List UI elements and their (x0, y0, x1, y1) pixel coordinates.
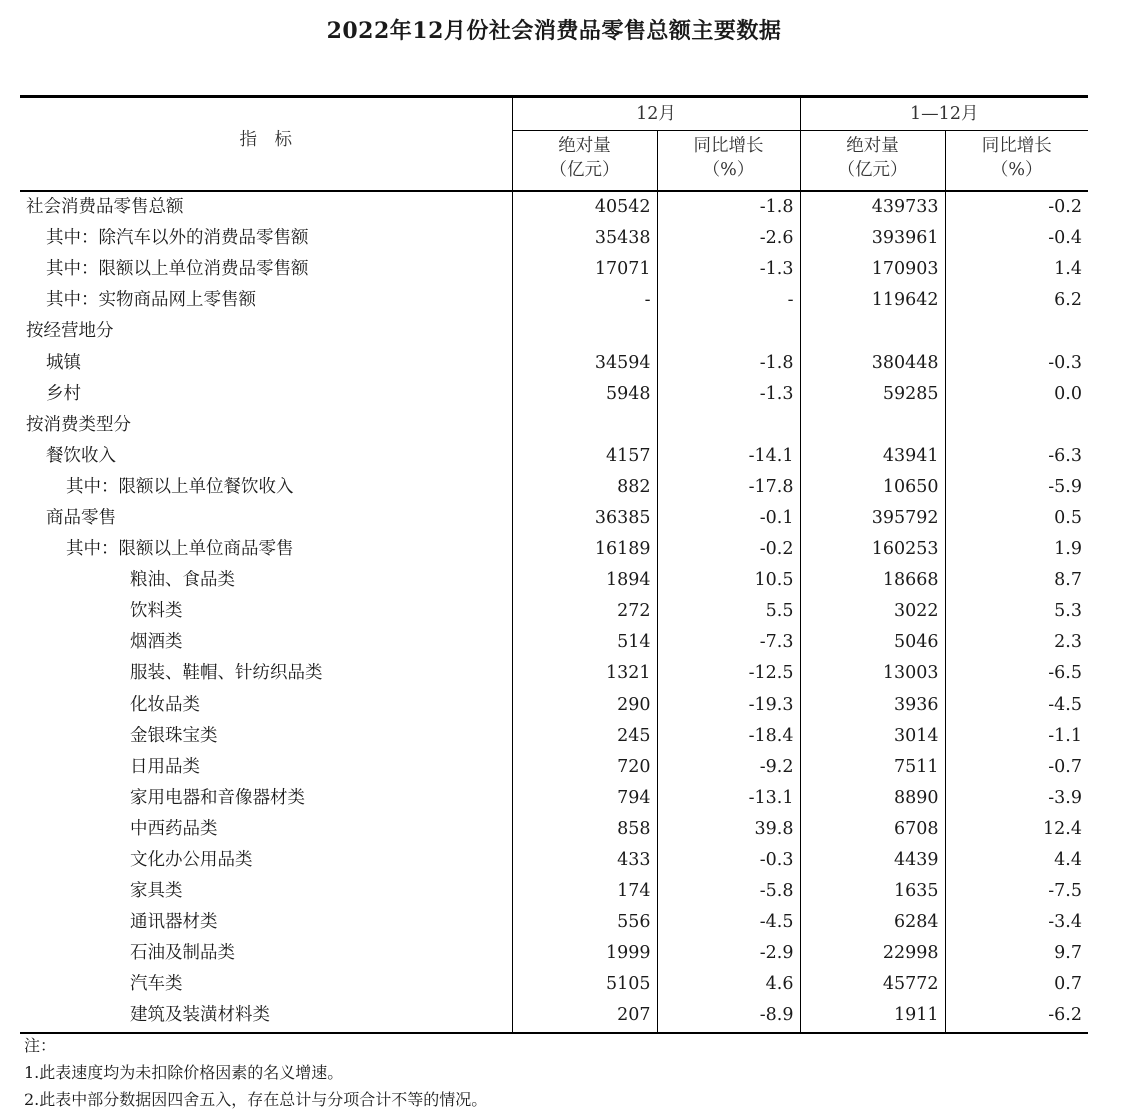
cell-dec-abs: 272 (512, 596, 657, 627)
row-label: 金银珠宝类 (130, 725, 218, 746)
cell-dec-abs: 17071 (512, 254, 657, 285)
cell-dec-abs: 433 (512, 845, 657, 876)
cell-dec-yoy: -5.8 (657, 876, 800, 907)
cell-dec-yoy: -12.5 (657, 658, 800, 689)
cell-ytd-yoy: 5.3 (945, 596, 1088, 627)
row-label: 其中：限额以上单位消费品零售额 (46, 259, 309, 280)
table-row (20, 191, 1088, 223)
cell-dec-abs: 174 (512, 876, 657, 907)
row-label: 其中：限额以上单位商品零售 (66, 539, 294, 560)
period-dec-header: 12月 (512, 97, 800, 131)
cell-dec-yoy: -0.2 (657, 534, 800, 565)
cell-dec-yoy: - (657, 285, 800, 316)
row-label: 文化办公用品类 (130, 850, 253, 871)
cell-dec-abs: 35438 (512, 223, 657, 254)
row-label: 家用电器和音像器材类 (130, 787, 305, 808)
cell-dec-yoy (657, 410, 800, 441)
table-header (20, 97, 1088, 192)
row-label: 服装、鞋帽、针纺织品类 (130, 663, 323, 684)
cell-ytd-abs: 3014 (800, 721, 945, 752)
table-row (20, 596, 1088, 627)
cell-ytd-yoy: 1.4 (945, 254, 1088, 285)
table-row (20, 969, 1088, 1000)
table-row (20, 1000, 1088, 1032)
cell-ytd-abs: 7511 (800, 752, 945, 783)
table-row (20, 565, 1088, 596)
cell-dec-abs: 556 (512, 907, 657, 938)
page-title: 2022年12月份社会消费品零售总额主要数据 (326, 18, 782, 44)
table-row (20, 938, 1088, 969)
note-item: 1.此表速度均为未扣除价格因素的名义增速。 (24, 1063, 344, 1082)
cell-ytd-abs: 1635 (800, 876, 945, 907)
cell-dec-yoy: -2.9 (657, 938, 800, 969)
cell-ytd-yoy (945, 410, 1088, 441)
dec-abs-header (512, 131, 657, 192)
cell-ytd-yoy (945, 316, 1088, 347)
cell-dec-yoy: -8.9 (657, 1000, 800, 1032)
cell-ytd-yoy: -1.1 (945, 721, 1088, 752)
cell-ytd-abs: 160253 (800, 534, 945, 565)
notes (24, 1032, 1084, 1113)
cell-dec-yoy: 4.6 (657, 969, 800, 1000)
cell-dec-yoy: -18.4 (657, 721, 800, 752)
row-label: 餐饮收入 (46, 445, 116, 466)
cell-dec-abs: 514 (512, 627, 657, 658)
cell-ytd-abs: 43941 (800, 441, 945, 472)
row-label: 其中：除汽车以外的消费品零售额 (46, 228, 309, 249)
cell-dec-abs: 34594 (512, 347, 657, 378)
table-row (20, 285, 1088, 316)
cell-dec-abs: 720 (512, 752, 657, 783)
cell-ytd-yoy: 9.7 (945, 938, 1088, 969)
cell-ytd-abs (800, 316, 945, 347)
table-row (20, 690, 1088, 721)
cell-dec-abs: 290 (512, 690, 657, 721)
row-label: 建筑及装潢材料类 (20, 1000, 512, 1032)
period-ytd-header: 1—12月 (800, 97, 1088, 131)
abs-unit: （亿元） (837, 160, 908, 180)
cell-dec-abs: - (512, 285, 657, 316)
cell-ytd-abs: 395792 (800, 503, 945, 534)
table-row (20, 379, 1088, 410)
cell-dec-abs: 858 (512, 814, 657, 845)
cell-ytd-abs: 3022 (800, 596, 945, 627)
table-body (20, 191, 1088, 1033)
row-label: 家具类 (130, 881, 183, 902)
cell-ytd-abs (800, 410, 945, 441)
row-label: 其中：实物商品网上零售额 (46, 290, 256, 311)
cell-dec-yoy (657, 316, 800, 347)
cell-dec-abs: 40542 (512, 191, 657, 223)
row-label: 通讯器材类 (130, 912, 218, 933)
table-row (20, 472, 1088, 503)
cell-ytd-abs: 22998 (800, 938, 945, 969)
cell-dec-yoy: -1.8 (657, 347, 800, 378)
cell-dec-yoy: -1.3 (657, 379, 800, 410)
cell-ytd-yoy: -3.4 (945, 907, 1088, 938)
cell-dec-abs (512, 410, 657, 441)
cell-dec-yoy: -19.3 (657, 690, 800, 721)
cell-dec-yoy: -0.1 (657, 503, 800, 534)
row-label: 社会消费品零售总额 (26, 197, 184, 218)
row-label: 烟酒类 (130, 632, 183, 653)
cell-ytd-yoy: -6.3 (945, 441, 1088, 472)
notes-heading: 注： (24, 1036, 57, 1055)
yoy-unit: （%） (702, 160, 755, 180)
row-label: 饮料类 (130, 601, 183, 622)
table-row (20, 721, 1088, 752)
table-row (20, 845, 1088, 876)
cell-ytd-yoy: -3.9 (945, 783, 1088, 814)
cell-dec-abs: 1999 (512, 938, 657, 969)
cell-ytd-abs: 18668 (800, 565, 945, 596)
abs-unit: （亿元） (549, 160, 620, 180)
table-row (20, 441, 1088, 472)
row-label: 化妆品类 (130, 694, 200, 715)
cell-dec-abs: 1894 (512, 565, 657, 596)
cell-dec-yoy: 5.5 (657, 596, 800, 627)
cell-ytd-abs: 1911 (800, 1000, 945, 1032)
table-row (20, 223, 1088, 254)
table-row (20, 347, 1088, 378)
cell-ytd-abs: 13003 (800, 658, 945, 689)
cell-dec-abs: 245 (512, 721, 657, 752)
cell-dec-abs: 5105 (512, 969, 657, 1000)
cell-dec-abs: 5948 (512, 379, 657, 410)
cell-ytd-yoy: 8.7 (945, 565, 1088, 596)
table-row (20, 534, 1088, 565)
row-label: 汽车类 (130, 974, 183, 995)
cell-dec-yoy: -4.5 (657, 907, 800, 938)
abs-label: 绝对量 (558, 136, 611, 156)
cell-dec-yoy: -13.1 (657, 783, 800, 814)
cell-ytd-abs: 393961 (800, 223, 945, 254)
table-row (20, 627, 1088, 658)
cell-ytd-abs: 6284 (800, 907, 945, 938)
cell-dec-yoy: -1.3 (657, 254, 800, 285)
retail-sales-table (20, 95, 1088, 1034)
yoy-label: 同比增长 (693, 136, 764, 156)
cell-dec-abs: 4157 (512, 441, 657, 472)
row-label: 日用品类 (130, 756, 200, 777)
table-row (20, 254, 1088, 285)
table-row (20, 658, 1088, 689)
table-row (20, 752, 1088, 783)
cell-ytd-abs: 8890 (800, 783, 945, 814)
yoy-unit: （%） (990, 160, 1043, 180)
cell-dec-yoy: -9.2 (657, 752, 800, 783)
cell-dec-abs: 16189 (512, 534, 657, 565)
cell-dec-yoy: -14.1 (657, 441, 800, 472)
cell-ytd-abs: 10650 (800, 472, 945, 503)
yoy-label: 同比增长 (981, 136, 1052, 156)
cell-dec-abs (512, 316, 657, 347)
cell-ytd-yoy: 0.7 (945, 969, 1088, 1000)
cell-ytd-abs: 4439 (800, 845, 945, 876)
cell-ytd-yoy: 6.2 (945, 285, 1088, 316)
cell-dec-abs: 1321 (512, 658, 657, 689)
cell-dec-yoy: -7.3 (657, 627, 800, 658)
cell-ytd-abs: 5046 (800, 627, 945, 658)
cell-ytd-yoy: -6.2 (945, 1000, 1088, 1032)
cell-ytd-yoy: 0.5 (945, 503, 1088, 534)
cell-dec-yoy: 39.8 (657, 814, 800, 845)
cell-dec-abs: 794 (512, 783, 657, 814)
cell-ytd-abs: 119642 (800, 285, 945, 316)
note-item: 2.此表中部分数据因四舍五入，存在总计与分项合计不等的情况。 (24, 1090, 488, 1109)
table-row (20, 907, 1088, 938)
cell-ytd-yoy: -0.3 (945, 347, 1088, 378)
row-label: 按经营地分 (26, 321, 114, 342)
cell-dec-yoy: 10.5 (657, 565, 800, 596)
indicator-header: 指 标 (20, 97, 512, 192)
cell-ytd-abs: 170903 (800, 254, 945, 285)
cell-dec-abs: 882 (512, 472, 657, 503)
table-row (20, 783, 1088, 814)
cell-ytd-yoy: 2.3 (945, 627, 1088, 658)
table-row (20, 316, 1088, 347)
cell-ytd-yoy: -0.4 (945, 223, 1088, 254)
cell-ytd-yoy: 1.9 (945, 534, 1088, 565)
ytd-yoy-header (945, 131, 1088, 192)
table-row (20, 503, 1088, 534)
row-label: 粮油、食品类 (130, 570, 235, 591)
row-label: 乡村 (46, 383, 81, 404)
abs-label: 绝对量 (846, 136, 899, 156)
cell-ytd-yoy: 12.4 (945, 814, 1088, 845)
cell-dec-abs: 207 (512, 1000, 657, 1032)
cell-dec-yoy: -0.3 (657, 845, 800, 876)
cell-dec-yoy: -2.6 (657, 223, 800, 254)
cell-ytd-yoy: -7.5 (945, 876, 1088, 907)
cell-ytd-yoy: 4.4 (945, 845, 1088, 876)
cell-ytd-yoy: -5.9 (945, 472, 1088, 503)
row-label: 城镇 (46, 352, 81, 373)
ytd-abs-header (800, 131, 945, 192)
table-row (20, 876, 1088, 907)
cell-ytd-yoy: -0.2 (945, 191, 1088, 223)
cell-ytd-yoy: 0.0 (945, 379, 1088, 410)
cell-ytd-abs: 3936 (800, 690, 945, 721)
row-label: 按消费类型分 (26, 414, 131, 435)
row-label: 其中：限额以上单位餐饮收入 (66, 476, 294, 497)
cell-dec-yoy: -1.8 (657, 191, 800, 223)
cell-ytd-yoy: -0.7 (945, 752, 1088, 783)
cell-ytd-abs: 59285 (800, 379, 945, 410)
dec-yoy-header (657, 131, 800, 192)
cell-ytd-yoy: -6.5 (945, 658, 1088, 689)
cell-dec-abs: 36385 (512, 503, 657, 534)
row-label: 石油及制品类 (130, 943, 235, 964)
table-row (20, 410, 1088, 441)
cell-ytd-abs: 45772 (800, 969, 945, 1000)
row-label: 中西药品类 (130, 818, 218, 839)
cell-ytd-abs: 439733 (800, 191, 945, 223)
cell-ytd-yoy: -4.5 (945, 690, 1088, 721)
table-row (20, 814, 1088, 845)
cell-dec-yoy: -17.8 (657, 472, 800, 503)
cell-ytd-abs: 380448 (800, 347, 945, 378)
row-label: 商品零售 (46, 507, 116, 528)
cell-ytd-abs: 6708 (800, 814, 945, 845)
